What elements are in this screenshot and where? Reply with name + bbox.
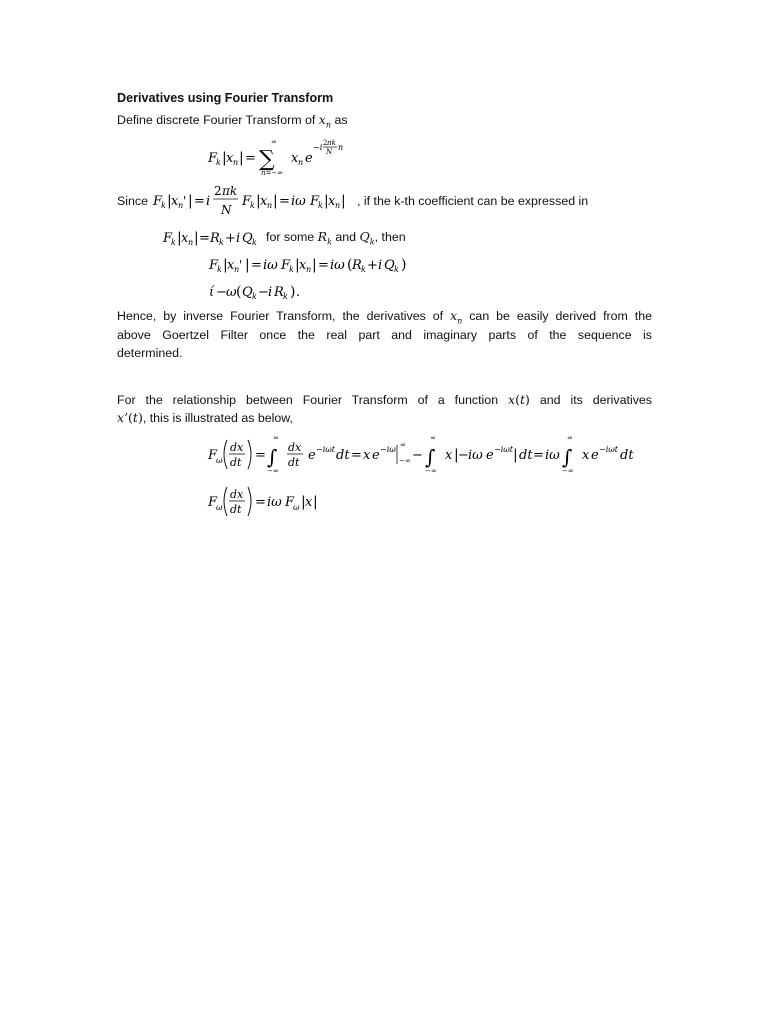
svg-text:Q: Q bbox=[384, 258, 395, 273]
svg-text:−: − bbox=[412, 448, 423, 463]
svg-text:n: n bbox=[267, 201, 273, 210]
math-x-prime-of-t: x’(t) bbox=[117, 410, 143, 425]
svg-text:=: = bbox=[318, 258, 329, 273]
svg-text:dt: dt bbox=[620, 448, 634, 463]
for-some-text-line bbox=[266, 228, 406, 252]
formula-dft-definition bbox=[205, 135, 375, 179]
svg-text:|: | bbox=[341, 193, 346, 209]
svg-text:k: k bbox=[252, 292, 257, 301]
math-qk: $Q_k$ bbox=[359, 229, 375, 247]
svg-text:−: − bbox=[458, 448, 469, 463]
svg-text:−iωt: −iωt bbox=[599, 445, 618, 454]
svg-text:x: x bbox=[328, 194, 336, 209]
svg-text:iω: iω bbox=[468, 448, 483, 463]
svg-text:R: R bbox=[352, 258, 362, 273]
svg-text:F: F bbox=[281, 258, 291, 273]
svg-text:k: k bbox=[171, 238, 176, 247]
svg-text:x: x bbox=[299, 258, 307, 273]
svg-text:iω: iω bbox=[330, 258, 345, 273]
svg-text:=: = bbox=[255, 495, 266, 510]
svg-text:F: F bbox=[285, 495, 295, 510]
formula-fourier-derivative-result bbox=[205, 481, 335, 523]
svg-text:−: − bbox=[216, 285, 227, 300]
svg-text:∞: ∞ bbox=[430, 434, 436, 442]
svg-text:dx: dx bbox=[288, 441, 302, 454]
svg-text:|: | bbox=[223, 257, 228, 273]
svg-text:−iω: −iω bbox=[380, 445, 396, 454]
svg-text:|: | bbox=[513, 447, 518, 463]
svg-text:x: x bbox=[171, 194, 179, 209]
relationship-line-2-text: , this is illustrated as below, bbox=[142, 411, 293, 425]
svg-text:k: k bbox=[394, 265, 399, 274]
svg-text:.: . bbox=[296, 285, 301, 300]
svg-text:Q: Q bbox=[242, 231, 253, 246]
svg-text:k: k bbox=[361, 265, 366, 274]
svg-text:=: = bbox=[251, 258, 262, 273]
svg-text:dx: dx bbox=[230, 441, 244, 454]
svg-text:x: x bbox=[291, 151, 299, 166]
svg-text:iω: iω bbox=[263, 258, 278, 273]
svg-text:F: F bbox=[208, 495, 218, 510]
formula-fk-rk-qk bbox=[160, 226, 270, 248]
svg-text:dt: dt bbox=[230, 503, 242, 516]
svg-text:): ) bbox=[401, 257, 407, 273]
math-rk: $R_k$ bbox=[317, 229, 332, 247]
svg-text:|: | bbox=[239, 150, 244, 166]
svg-text:|: | bbox=[273, 193, 278, 209]
svg-text:∫: ∫ bbox=[562, 445, 573, 469]
svg-text:−: − bbox=[258, 285, 269, 300]
svg-text:i: i bbox=[268, 285, 273, 300]
formula-fk-derivative bbox=[206, 253, 426, 275]
svg-text:dt: dt bbox=[230, 456, 242, 469]
svg-text:': ' bbox=[183, 194, 187, 208]
svg-text:dx: dx bbox=[230, 488, 244, 501]
define-prefix-text: Define discrete Fourier Transform of bbox=[117, 113, 316, 127]
svg-text:=: = bbox=[255, 448, 266, 463]
svg-text:n: n bbox=[298, 158, 304, 167]
svg-text:F: F bbox=[208, 448, 218, 463]
svg-text:k: k bbox=[283, 292, 288, 301]
svg-text:=: = bbox=[279, 194, 290, 209]
svg-text:R: R bbox=[274, 285, 284, 300]
svg-text:F: F bbox=[153, 194, 163, 209]
svg-text:iω: iω bbox=[291, 194, 306, 209]
svg-text:k: k bbox=[219, 238, 224, 247]
math-xn-2: $x_n$ bbox=[450, 308, 463, 326]
svg-text:n: n bbox=[234, 265, 240, 274]
since-suffix-text: , if the k-th coefficient can be expressed in bbox=[357, 194, 589, 208]
and-text: and bbox=[335, 230, 357, 244]
svg-text:∫: ∫ bbox=[267, 445, 278, 469]
svg-text:F: F bbox=[163, 231, 173, 246]
svg-text:+: + bbox=[225, 231, 236, 246]
svg-text:k: k bbox=[250, 201, 255, 210]
svg-text:−∞: −∞ bbox=[562, 467, 574, 475]
svg-text:πk: πk bbox=[222, 184, 238, 198]
svg-text:|: | bbox=[454, 447, 459, 463]
svg-text:|: | bbox=[167, 193, 172, 209]
svg-text:n: n bbox=[178, 201, 184, 210]
svg-text:x: x bbox=[181, 231, 189, 246]
svg-text:N: N bbox=[221, 203, 232, 217]
svg-text:−iωt: −iωt bbox=[494, 445, 513, 454]
svg-text:|: | bbox=[256, 193, 261, 209]
svg-text:i: i bbox=[378, 258, 383, 273]
svg-text:dt: dt bbox=[519, 448, 533, 463]
svg-text:e: e bbox=[305, 151, 313, 166]
svg-text:R: R bbox=[210, 231, 220, 246]
svg-text:k: k bbox=[289, 265, 294, 274]
svg-text:Q: Q bbox=[242, 285, 253, 300]
svg-text:|: | bbox=[313, 494, 318, 510]
svg-text:F: F bbox=[208, 151, 218, 166]
svg-text:=: = bbox=[199, 231, 210, 246]
svg-text:n: n bbox=[338, 143, 344, 152]
svg-text:n: n bbox=[335, 201, 341, 210]
svg-text:k: k bbox=[318, 201, 323, 210]
svg-text:i: i bbox=[206, 194, 211, 209]
svg-text:n: n bbox=[233, 158, 239, 167]
svg-text:∫: ∫ bbox=[425, 445, 436, 469]
svg-text:e: e bbox=[486, 448, 494, 463]
svg-text:ω: ω bbox=[293, 503, 300, 512]
hence-line-2: above Goertzel Filter once the real part and imaginary parts of the sequence is bbox=[117, 328, 652, 342]
svg-text:k: k bbox=[252, 238, 257, 247]
svg-text:ω: ω bbox=[216, 503, 223, 512]
svg-text:=: = bbox=[245, 151, 256, 166]
svg-text:x: x bbox=[260, 194, 268, 209]
svg-text:(: ( bbox=[236, 284, 242, 300]
svg-text:−∞: −∞ bbox=[425, 467, 437, 475]
then-text: , then bbox=[374, 230, 406, 244]
svg-text:∞: ∞ bbox=[273, 434, 279, 442]
relationship-line-1-text: For the relationship between Fourier Transform of a function bbox=[117, 393, 499, 407]
svg-text:∞: ∞ bbox=[567, 434, 573, 442]
svg-text:|: | bbox=[301, 494, 306, 510]
svg-text:x: x bbox=[363, 448, 371, 463]
formula-fourier-derivative-integral bbox=[205, 432, 645, 478]
svg-text:x: x bbox=[582, 448, 590, 463]
svg-text:x: x bbox=[227, 258, 235, 273]
svg-text:e: e bbox=[591, 448, 599, 463]
svg-text:−i: −i bbox=[313, 143, 323, 152]
svg-text:|: | bbox=[222, 150, 227, 166]
svg-text:e: e bbox=[372, 448, 380, 463]
math-xn: $x_n$ bbox=[318, 112, 331, 130]
svg-text:=: = bbox=[533, 448, 544, 463]
svg-text:∞: ∞ bbox=[400, 441, 406, 449]
svg-text:dt: dt bbox=[288, 456, 300, 469]
svg-text:F: F bbox=[242, 194, 252, 209]
hence-line-3: determined. bbox=[117, 346, 183, 360]
svg-text:|: | bbox=[312, 257, 317, 273]
relationship-line-2 bbox=[117, 409, 293, 427]
hence-line-1-text: Hence, by inverse Fourier Transform, the derivatives of bbox=[117, 309, 444, 323]
svg-text:∞: ∞ bbox=[271, 138, 277, 146]
svg-text:2: 2 bbox=[214, 184, 222, 198]
svg-text:−∞: −∞ bbox=[267, 467, 279, 475]
svg-text:−∞: −∞ bbox=[399, 457, 411, 465]
svg-text:|: | bbox=[177, 230, 182, 246]
svg-text:|: | bbox=[324, 193, 329, 209]
document-title: Derivatives using Fourier Transform bbox=[117, 91, 334, 105]
svg-text:πk: πk bbox=[327, 139, 336, 147]
svg-text:|: | bbox=[194, 230, 199, 246]
math-x-of-t: x(t) bbox=[508, 392, 530, 407]
svg-text:∑: ∑ bbox=[259, 147, 275, 172]
svg-text:iω: iω bbox=[267, 495, 282, 510]
svg-text:n: n bbox=[188, 238, 194, 247]
svg-text:iω: iω bbox=[545, 448, 560, 463]
formula-result bbox=[206, 280, 326, 302]
define-suffix-text: as bbox=[334, 113, 348, 127]
svg-text:': ' bbox=[239, 258, 243, 272]
svg-text:k: k bbox=[217, 265, 222, 274]
svg-text:F: F bbox=[310, 194, 320, 209]
for-some-text: for some bbox=[266, 230, 315, 244]
svg-text:F: F bbox=[209, 258, 219, 273]
svg-text:x: x bbox=[226, 151, 234, 166]
svg-text:2: 2 bbox=[323, 139, 328, 147]
svg-text:(: ( bbox=[347, 257, 353, 273]
svg-text:k: k bbox=[216, 158, 221, 167]
svg-text:n=−∞: n=−∞ bbox=[261, 169, 284, 177]
svg-text:|: | bbox=[188, 193, 193, 209]
svg-text:ω: ω bbox=[226, 285, 237, 300]
since-paragraph bbox=[117, 192, 148, 210]
svg-text:i: i bbox=[236, 231, 241, 246]
svg-text:N: N bbox=[326, 148, 333, 156]
svg-text:k: k bbox=[161, 201, 166, 210]
svg-text:x: x bbox=[305, 495, 313, 510]
svg-text:x: x bbox=[445, 448, 453, 463]
svg-text:n: n bbox=[306, 265, 312, 274]
relationship-line-1 bbox=[117, 391, 652, 409]
svg-text:−iωt: −iωt bbox=[316, 445, 335, 454]
relationship-line-1-mid: and its derivatives bbox=[539, 393, 652, 407]
svg-text:|: | bbox=[295, 257, 300, 273]
svg-text:dt: dt bbox=[336, 448, 350, 463]
svg-text:ί: ί bbox=[209, 285, 215, 300]
svg-text:e: e bbox=[308, 448, 316, 463]
hence-line-1-tail: can be easily derived from the bbox=[469, 309, 653, 323]
svg-text:=: = bbox=[351, 448, 362, 463]
svg-text:): ) bbox=[290, 284, 296, 300]
svg-text:|: | bbox=[245, 257, 250, 273]
svg-text:ω: ω bbox=[216, 456, 223, 465]
formula-since bbox=[150, 181, 360, 221]
since-suffix bbox=[357, 192, 588, 210]
define-paragraph bbox=[117, 111, 348, 135]
svg-text:+: + bbox=[367, 258, 378, 273]
svg-text:=: = bbox=[194, 194, 205, 209]
since-word: Since bbox=[117, 194, 148, 208]
